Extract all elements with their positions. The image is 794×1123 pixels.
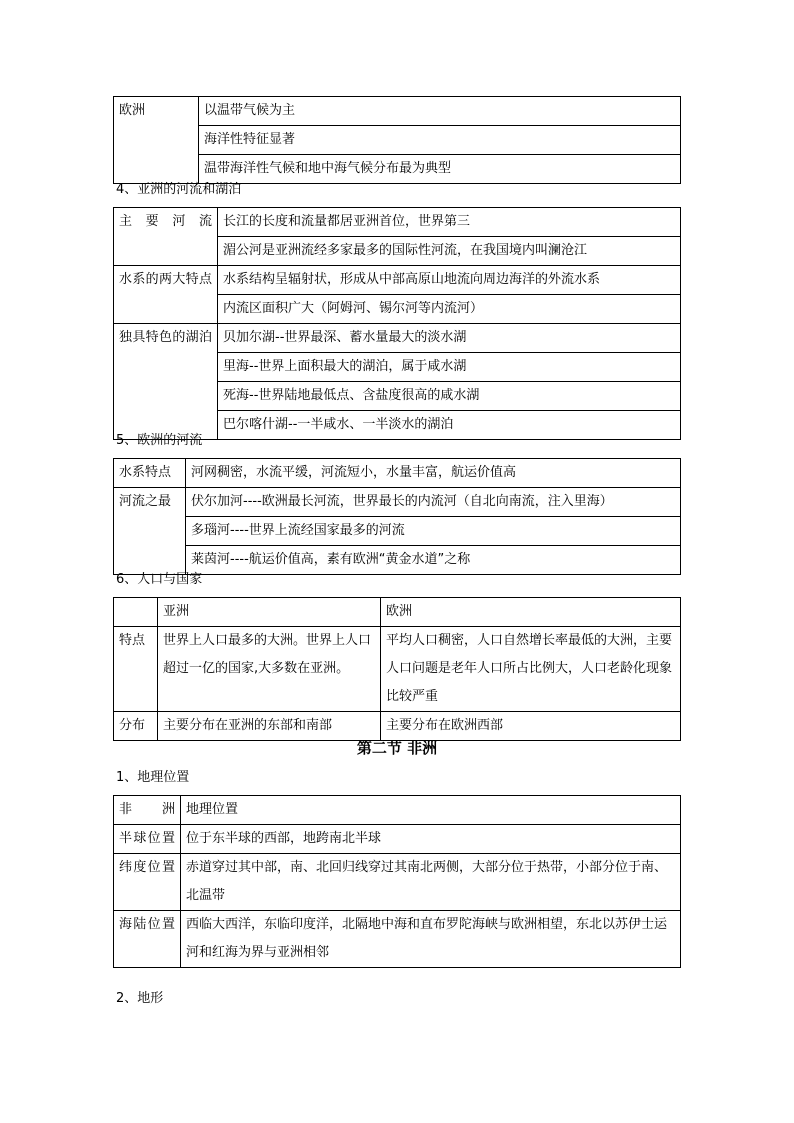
europe-rivers-heading: 5、欧洲的河流 (116, 433, 203, 448)
river-best-label: 河流之最 (114, 488, 186, 575)
lake-row: 死海--世界陆地最低点、含盐度很高的咸水湖 (218, 382, 681, 411)
river-best-row: 莱茵河----航运价值高，素有欧洲“黄金水道”之称 (186, 546, 681, 575)
feature-label: 特点 (114, 627, 158, 712)
latitude-label: 纬度位置 (114, 854, 181, 911)
population-table (113, 597, 681, 741)
river-row: 湄公河是亚洲流经多家最多的国际性河流，在我国境内叫澜沧江 (218, 237, 681, 266)
main-rivers-label: 主要河流 (114, 208, 218, 266)
empty-cell (114, 598, 158, 627)
terrain-heading: 2、地形 (116, 991, 164, 1006)
column-location: 地理位置 (181, 796, 681, 825)
system-feature-label: 水系特点 (114, 459, 186, 488)
river-row: 内流区面积广大（阿姆河、锡尔河等内流河） (218, 295, 681, 324)
river-row: 水系结构呈辐射状，形成从中部高原山地流向周边海洋的外流水系 (218, 266, 681, 295)
europe-label-cell: 欧洲 (114, 97, 199, 184)
lake-row: 贝加尔湖--世界最深、蓄水量最大的淡水湖 (218, 324, 681, 353)
distribution-europe: 主要分布在欧洲西部 (381, 712, 681, 741)
sea-land-label: 海陆位置 (114, 911, 181, 968)
water-system-label: 水系的两大特点 (114, 266, 218, 324)
climate-row: 海洋性特征显著 (199, 126, 681, 155)
asia-rivers-table (113, 207, 681, 440)
location-heading: 1、地理位置 (116, 770, 190, 785)
sea-land-text: 西临大西洋，东临印度洋，北隔地中海和直布罗陀海峡与欧洲相望，东北以苏伊士运河和红海为界与亚洲相邻 (181, 911, 681, 968)
latitude-text: 赤道穿过其中部，南、北回归线穿过其南北两侧，大部分位于热带，小部分位于南、北温带 (181, 854, 681, 911)
river-row: 长江的长度和流量都居亚洲首位，世界第三 (218, 208, 681, 237)
river-best-row: 伏尔加河----欧洲最长河流，世界最长的内流河（自北向南流，注入里海） (186, 488, 681, 517)
africa-location-table (113, 795, 681, 968)
river-best-row: 多瑙河----世界上流经国家最多的河流 (186, 517, 681, 546)
europe-climate-table (113, 96, 681, 184)
distribution-label: 分布 (114, 712, 158, 741)
column-africa: 非洲 (114, 796, 181, 825)
hemisphere-label: 半球位置 (114, 825, 181, 854)
column-asia: 亚洲 (158, 598, 381, 627)
lake-row: 里海--世界上面积最大的湖泊，属于咸水湖 (218, 353, 681, 382)
section-title: 第二节 非洲 (356, 739, 438, 757)
hemisphere-text: 位于东半球的西部，地跨南北半球 (181, 825, 681, 854)
distribution-asia: 主要分布在亚洲的东部和南部 (158, 712, 381, 741)
lakes-label: 独具特色的湖泊 (114, 324, 218, 440)
asia-rivers-heading: 4、亚洲的河流和湖泊 (116, 182, 242, 197)
feature-asia: 世界上人口最多的大洲。世界上人口超过一亿的国家,大多数在亚洲。 (158, 627, 381, 712)
lake-row: 巴尔喀什湖--一半咸水、一半淡水的湖泊 (218, 411, 681, 440)
column-europe: 欧洲 (381, 598, 681, 627)
climate-row: 以温带气候为主 (199, 97, 681, 126)
feature-europe: 平均人口稠密，人口自然增长率最低的大洲，主要人口问题是老年人口所占比例大，人口老龄化现象比较严重 (381, 627, 681, 712)
climate-row: 温带海洋性气候和地中海气候分布最为典型 (199, 155, 681, 184)
system-feature-text: 河网稠密，水流平缓，河流短小，水量丰富，航运价值高 (186, 459, 681, 488)
population-heading: 6、人口与国家 (116, 572, 203, 587)
europe-rivers-table (113, 458, 681, 575)
